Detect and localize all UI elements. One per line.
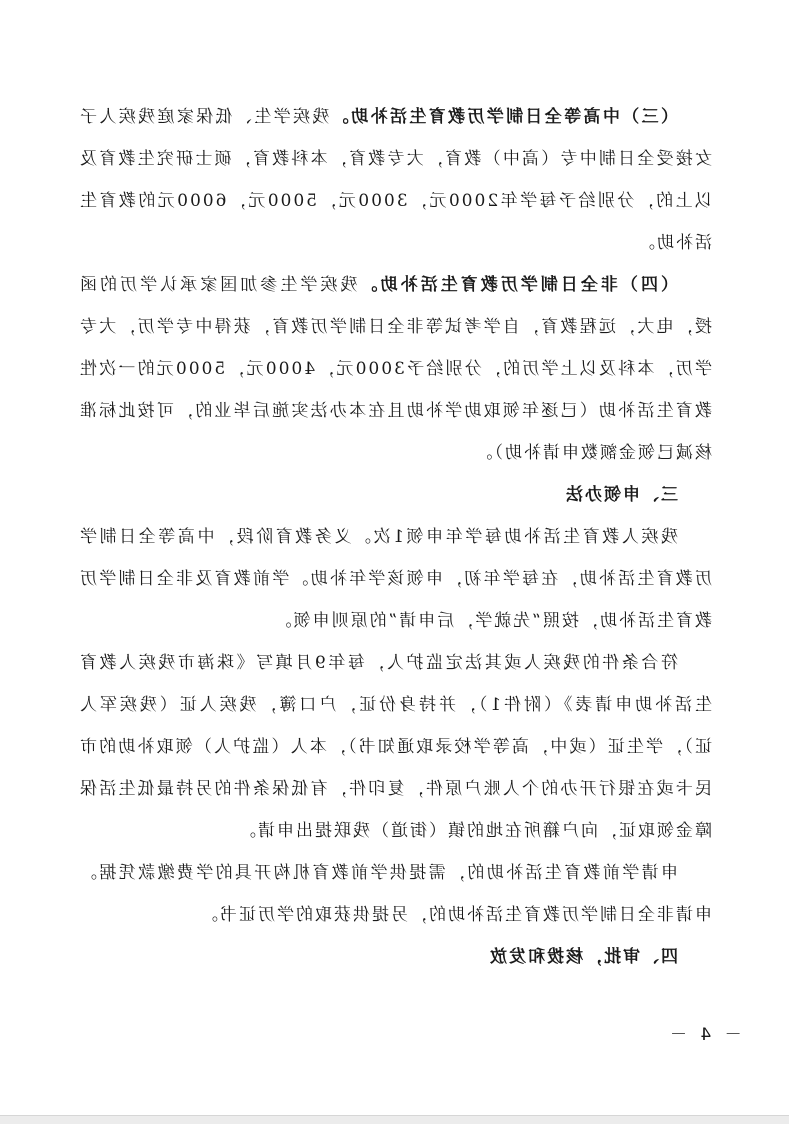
paragraph-text: 符合条件的残疾人或其法定监护人，每年9月填写《珠海市残疾人教育生活补助申请表》（附件1），并持身份证，户口簿，残疾人证（残疾军人证），学生证（或中，高等学校录取通知书），本人（监护人）领取补助的市民卡或在银行开办的个人账户原件，复印件，有低保条件的另持最低生活保障金领取证，向户籍所在地的镇（街道）残联提出申请。	[78, 653, 712, 841]
paragraph-text: 申请学前教育生活补助的，需提供学前教育机构开具的学费缴款凭据。申请非全日制学历教育生活补助的，另提供获取的学历证书。	[78, 863, 712, 925]
paragraph-additional-documents	[78, 852, 712, 936]
page-number: － 4 －	[666, 1025, 742, 1045]
paragraph-application-frequency	[78, 516, 712, 642]
paragraph-lead: （三）中高等全日制学历教育生活补助。	[329, 107, 678, 127]
section-heading-approval-disbursement: 四、审批，核拨和发放	[488, 947, 678, 967]
paragraph-text: 残疾学生参加国家承认学历的函授，电大，远程教育，自学考试等非全日制学历教育，获得中专学历，大专学历，本科及以上学历的，分别给予3000元，4000元，5000元的一次性教育生活补助（已逐年领取助学补助且在本办法实施后毕业的，可按此标准核减已领金额数申请补助）。	[77, 275, 712, 463]
viewer-bottom-edge	[0, 1115, 789, 1124]
paragraph-text: 残疾学生、低保家庭残疾人子女接受全日制中专（高中）教育，大专教育，本科教育，硕士研究生教育及以上的，分别给予每学年2000元，3000元，5000元，6000元的教育生活补助。	[77, 107, 712, 253]
paragraph-application-documents	[78, 642, 712, 852]
paragraph-lead: （四）非全日制学历教育生活补助。	[357, 275, 678, 295]
paragraph-higher-education-subsidy	[78, 96, 712, 264]
section-heading-application-method: 三、申领办法	[564, 485, 678, 505]
paragraph-text: 残疾人教育生活补助每学年申领1次。义务教育阶段，中高等全日制学历教育生活补助，在每学年初，申领该学年补助。学前教育及非全日制学历教育生活补助，按照“先就学，后申请”的原则申领。	[78, 527, 712, 631]
paragraph-part-time-education-subsidy	[78, 264, 712, 474]
document-body	[78, 96, 712, 978]
